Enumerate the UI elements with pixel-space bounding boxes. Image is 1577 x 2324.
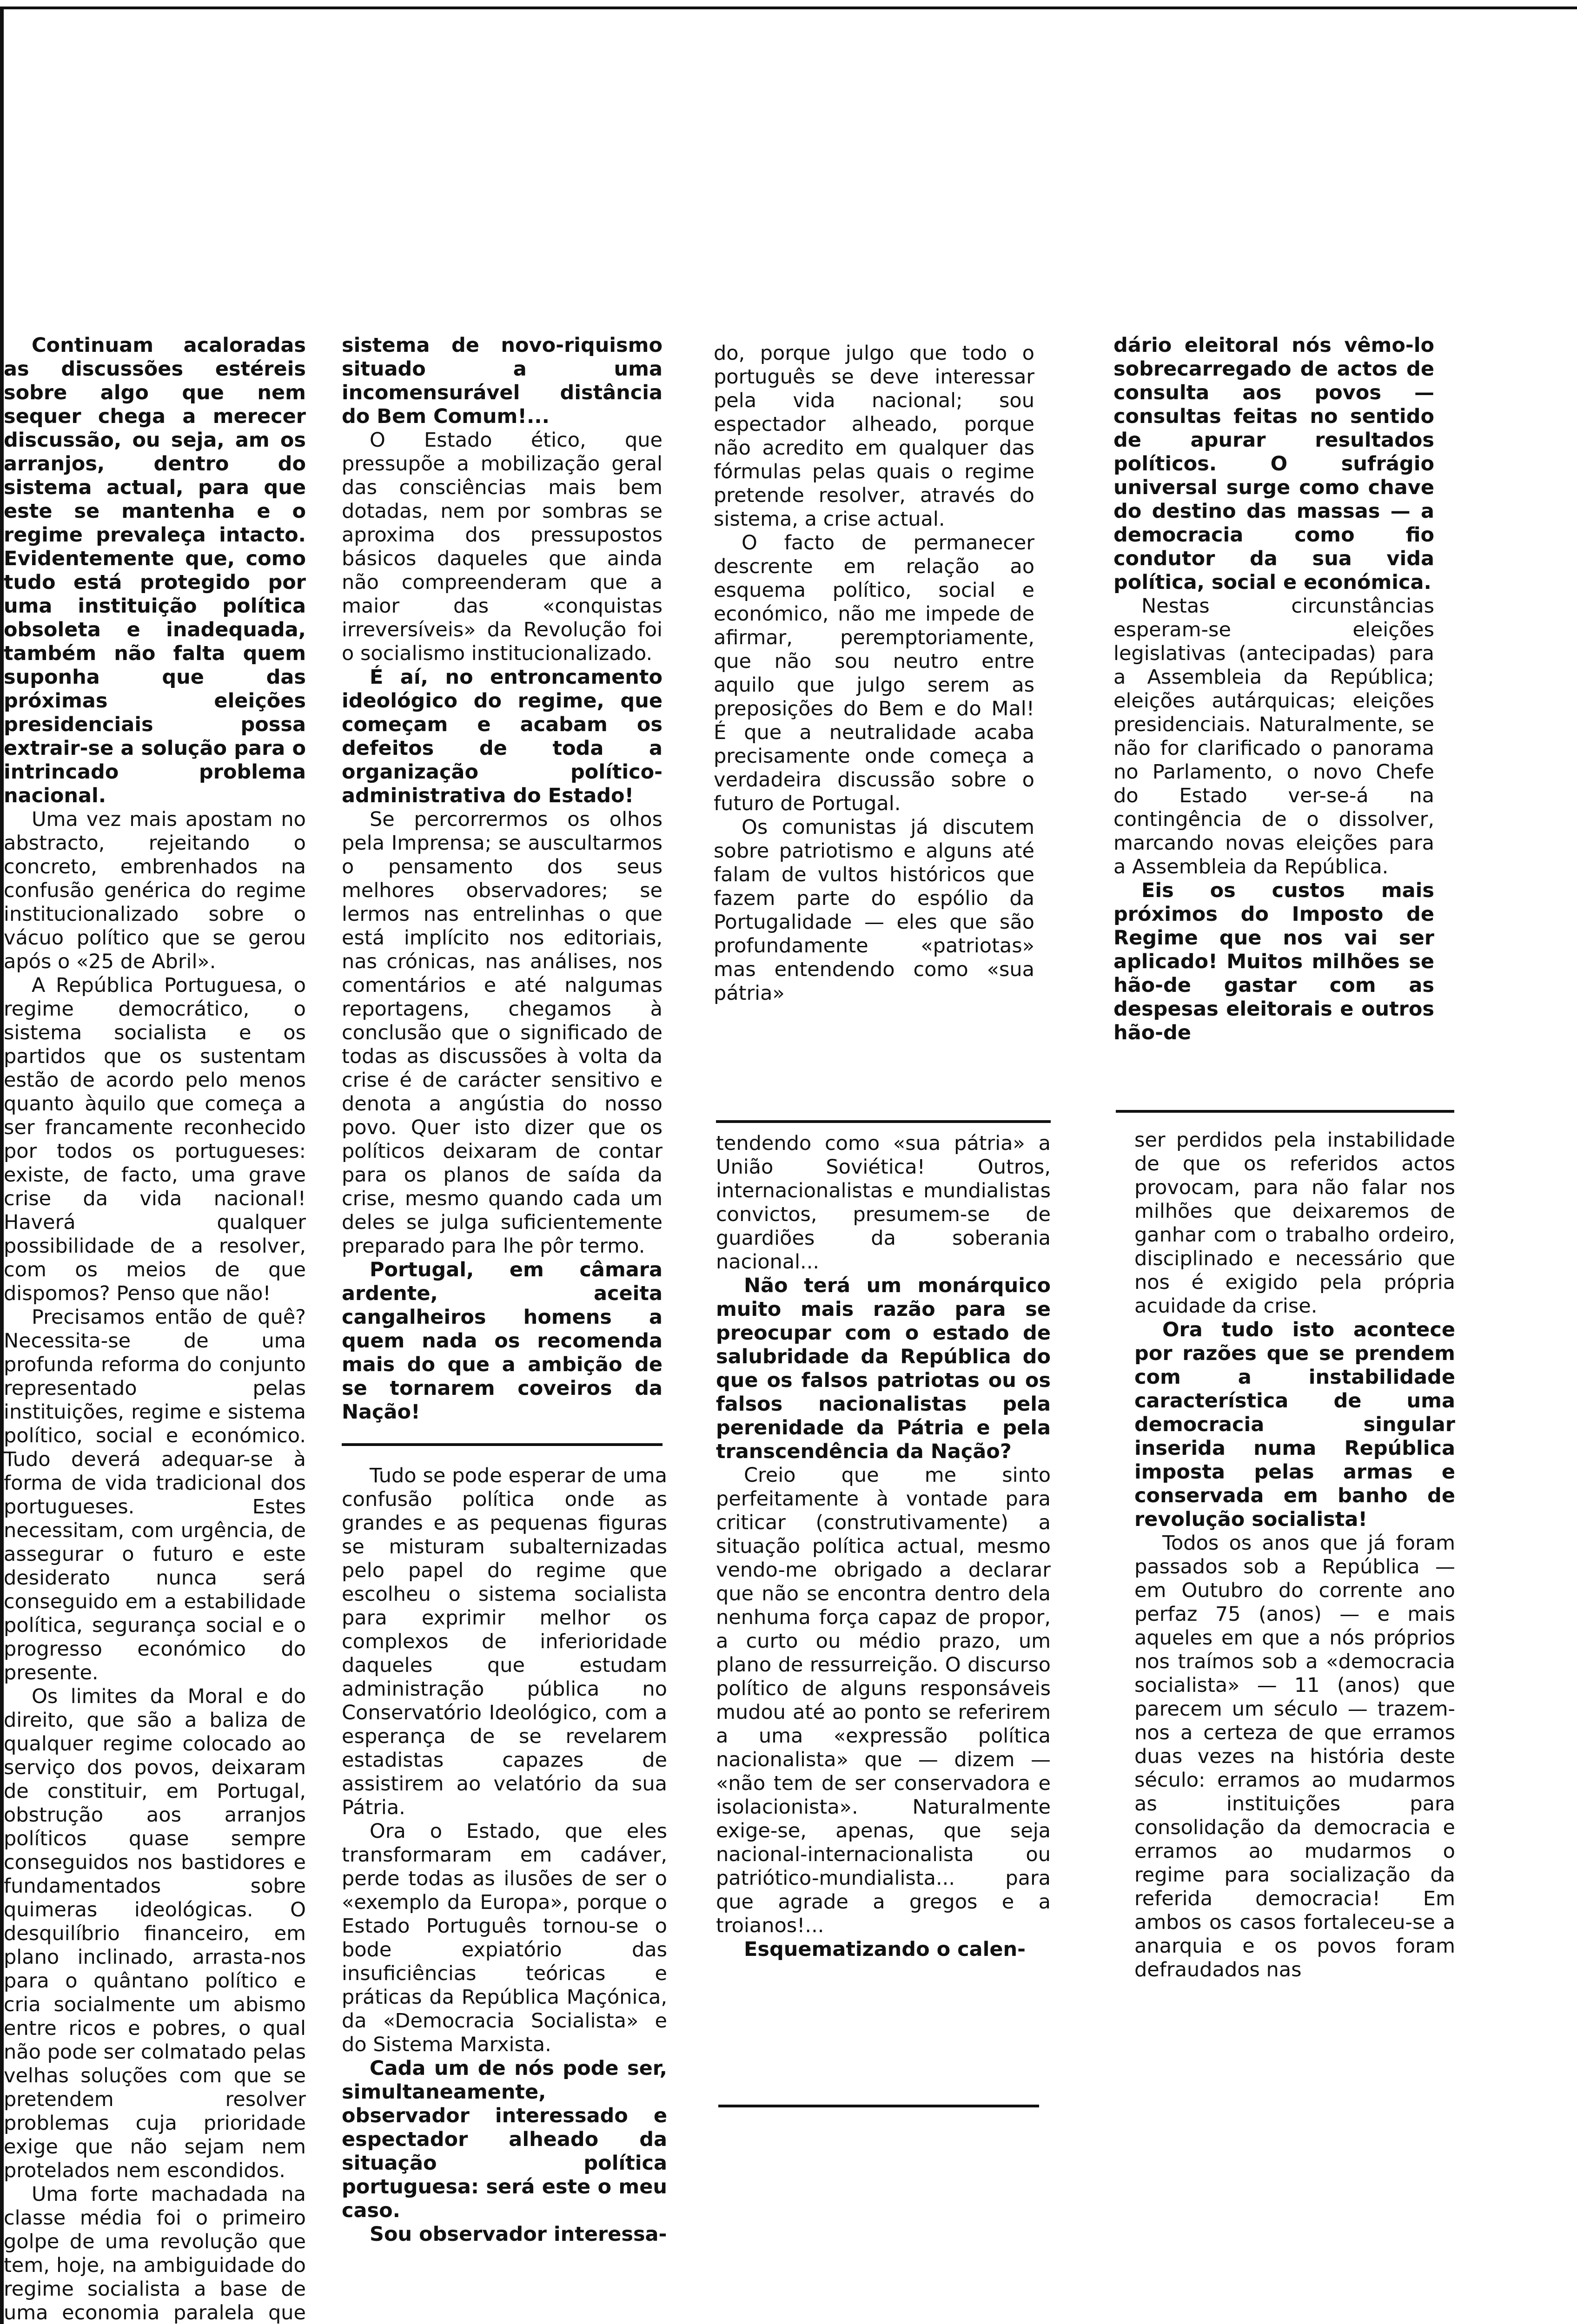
paragraph: É aí, no entroncamento ideológico do regime, que começam e acabam os defeitos de toda a organização político-administrativa do Estado! [342,666,663,807]
article-column-3-continued [716,1132,1051,2103]
paragraph: Eis os custos mais próximos do Imposto de Regime que nos vai ser aplicado! Muitos milhões se hão-de gastar com as despesas eleitorais e outros hão-de [1113,879,1434,1044]
paragraph: Se percorrermos os olhos pela Imprensa; se auscultarmos o pensamento dos seus melhores observadores; se lermos nas entrelinhas o que está implícito nos editoriais, nas crónicas, nas análises, nos comentários e até nalgumas reportagens, chegamos à conclusão que o significado de todas as discussões à volta da crise é de carácter sensitivo e denota a angústia do nosso povo. Quer isto dizer que os políticos deixaram de contar para os planos de saída da crise, mesmo quando cada um deles se julga suficientemente preparado para lhe pôr termo. [342,808,663,1258]
article-column-2 [342,334,663,1431]
paragraph: Nestas circunstâncias esperam-se eleições legislativas (antecipadas) para a Assembleia da República; eleições autárquicas; eleições presidenciais. Naturalmente, se não for clarificado o panorama no Parlamento, o novo Chefe do Estado ver-se-á na contingência de o dissolver, marcando novas eleições para a Assembleia da República. [1113,594,1434,878]
article-column-2-continued [342,1464,667,2324]
page-top-border [0,7,1577,9]
article-column-4 [1113,334,1434,1087]
paragraph: Sou observador interessa- [370,2223,667,2246]
paragraph: Tudo se pode esperar de uma confusão política onde as grandes e as pequenas figuras se misturam subalternizadas pelo papel do regime que escolheu o sistema socialista para exprimir melhor os complexos de inferioridade daqueles que estudam administração pública no Conservatório Ideológico, com a esperança de se revelarem estadistas capazes de assistirem ao velatório da sua Pátria. [342,1464,667,1819]
paragraph: Todos os anos que já foram passados sob a República — em Outubro do corrente ano perfaz 75 (anos) — e mais aqueles em que a nós próprios nos traímos sob a «democracia socialista» — 11 (anos) que parecem um século — trazem-nos a certeza de que erramos duas vezes na história deste século: erramos ao mudarmos as instituições para consolidação da democracia e erramos ao mudarmos o regime para socialização da referida democracia! Em ambos os casos fortaleceu-se a anarquia e os povos foram defraudados nas [1134,1532,1455,1981]
paragraph: tendendo como «sua pátria» a União Soviética! Outros, internacionalistas e mundialistas convictos, presumem-se de guardiões da soberania nacional... [716,1132,1051,1274]
paragraph: O Estado ético, que pressupõe a mobilização geral das consciências mais bem dotadas, nem por sombras se aproxima dos pressupostos básicos daqueles que ainda não compreenderam que a maior das «conquistas irreversíveis» da Revolução foi o socialismo institucionalizado. [342,429,663,665]
column-rule [342,1443,663,1446]
paragraph: Continuam acaloradas as discussões estéreis sobre algo que nem sequer chega a merecer discussão, ou seja, am os arranjos, dentro do sistema actual, para que este se mantenha e o regime prevaleça intacto. Evidentemente que, como tudo está protegido por uma instituição política obsoleta e inadequada, também não falta quem suponha que das próximas eleições presidenciais possa extrair-se a solução para o intrincado problema nacional. [4,334,306,807]
article-column-4-continued [1134,1129,1455,2225]
paragraph: Os comunistas já discutem sobre patriotismo e alguns até falam de vultos históricos que fazem parte do espólio da Portugalidade — eles que são profundamente «patriotas» mas entendendo como «sua pátria» [714,816,1034,1005]
column-rule [718,2105,1039,2107]
paragraph: Portugal, em câmara ardente, aceita cangalheiros homens a quem nada os recomenda mais do que a ambição de se tornarem coveiros da Nação! [342,1258,663,1424]
paragraph: Cada um de nós pode ser, simultaneamente, observador interessado e espectador alheado da situação política portuguesa: será este o meu caso. [342,2057,667,2222]
paragraph: do, porque julgo que todo o português se deve interessar pela vida nacional; sou espectador alheado, porque não acredito em qualquer das fórmulas pelas quais o regime pretende resolver, através do sistema, a crise actual. [714,342,1034,531]
paragraph: Os limites da Moral e do direito, que são a baliza de qualquer regime colocado ao serviço dos povos, deixaram de constituir, em Portugal, obstrução aos arranjos políticos quase sempre conseguidos nos bastidores e fundamentados sobre quimeras ideológicas. O desquilíbrio financeiro, em plano inclinado, arrasta-nos para o quântano político e cria socialmente um abismo entre ricos e pobres, o qual não pode ser colmatado pelas velhas soluções com que se pretendem resolver problemas cuja prioridade exige que não sejam nem protelados nem escondidos. [4,1685,306,2182]
paragraph: Ora o Estado, que eles transformaram em cadáver, perde todas as ilusões de ser o «exemplo da Europa», porque o Estado Português tornou-se o bode expiatório das insuficiências teóricas e práticas da República Maçónica, da «Democracia Socialista» e do Sistema Marxista. [342,1820,667,2056]
paragraph: O facto de permanecer descrente em relação ao esquema político, social e económico, não me impede de afirmar, peremptoriamente, que não sou neutro entre aquilo que julgo serem as preposições do Bem e do Mal! É que a neutralidade acaba precisamente onde começa a verdadeira discussão sobre o futuro de Portugal. [714,531,1034,815]
paragraph: A República Portuguesa, o regime democrático, o sistema socialista e os partidos que os sustentam estão de acordo pelo menos quanto àquilo que começa a ser francamente reconhecido por todos os portugueses: existe, de facto, uma grave crise da vida nacional! Haverá qualquer possibilidade de a resolver, com os meios de que dispomos? Penso que não! [4,974,306,1305]
paragraph: Não terá um monárquico muito mais razão para se preocupar com o estado de salubridade da República do que os falsos patriotas ou os falsos nacionalistas pela perenidade da Pátria e pela transcendência da Nação? [716,1274,1051,1463]
paragraph: Creio que me sinto perfeitamente à vontade para criticar (construtivamente) a situação política actual, mesmo vendo-me obrigado a declarar que não se encontra dentro dela nenhuma força capaz de propor, a curto ou médio prazo, um plano de ressurreição. O discurso político de alguns responsáveis mudou até ao ponto se referirem a uma «expressão política nacionalista» que — dizem — «não tem de ser conservadora e isolacionista». Naturalmente exige-se, apenas, que seja nacional-internacionalista ou patriótico-mundialista... para que agrade a gregos e a troianos!... [716,1464,1051,1937]
column-rule [1116,1110,1454,1113]
article-column-1 [4,334,306,2324]
paragraph: sistema de novo-riquismo situado a uma incomensurável distância do Bem Comum!... [342,334,663,428]
column-rule [716,1120,1051,1123]
paragraph: Uma vez mais apostam no abstracto, rejeitando o concreto, embrenhados na confusão genérica do regime institucionalizado sobre o vácuo político que se gerou após o «25 de Abril». [4,808,306,973]
page-left-border [0,7,4,2324]
paragraph: ser perdidos pela instabilidade de que os referidos actos provocam, para não falar nos milhões que deixaremos de ganhar com o trabalho ordeiro, disciplinado e necessário que nos é exigido pela própria acuidade da crise. [1134,1129,1455,1318]
paragraph: Esquematizando o calen- [744,1938,1026,1961]
paragraph: Uma forte machadada na classe média foi o primeiro golpe de uma revolução que tem, hoje, na ambiguidade do regime socialista a base de uma economia paralela que [4,2183,306,2324]
paragraph: Precisamos então de quê? Necessita-se de uma profunda reforma do conjunto representado pelas instituições, regime e sistema político, social e económico. Tudo deverá adequar-se à forma de vida tradicional dos portugueses. Estes necessitam, com urgência, de assegurar o futuro e este desiderato nunca será conseguido em a estabilidade política, segurança social e o progresso económico do presente. [4,1306,306,1684]
paragraph: dário eleitoral nós vêmo-lo sobrecarregado de actos de consulta aos povos — consultas feitas no sentido de apurar resultados políticos. O sufrágio universal surge como chave do destino das massas — a democracia como fio condutor da sua vida política, social e económica. [1113,334,1434,594]
article-column-3 [714,342,1034,1104]
paragraph: Ora tudo isto acontece por razões que se prendem com a instabilidade característica de uma democracia singular inserida numa República imposta pelas armas e conservada em banho de revolução socialista! [1134,1318,1455,1531]
